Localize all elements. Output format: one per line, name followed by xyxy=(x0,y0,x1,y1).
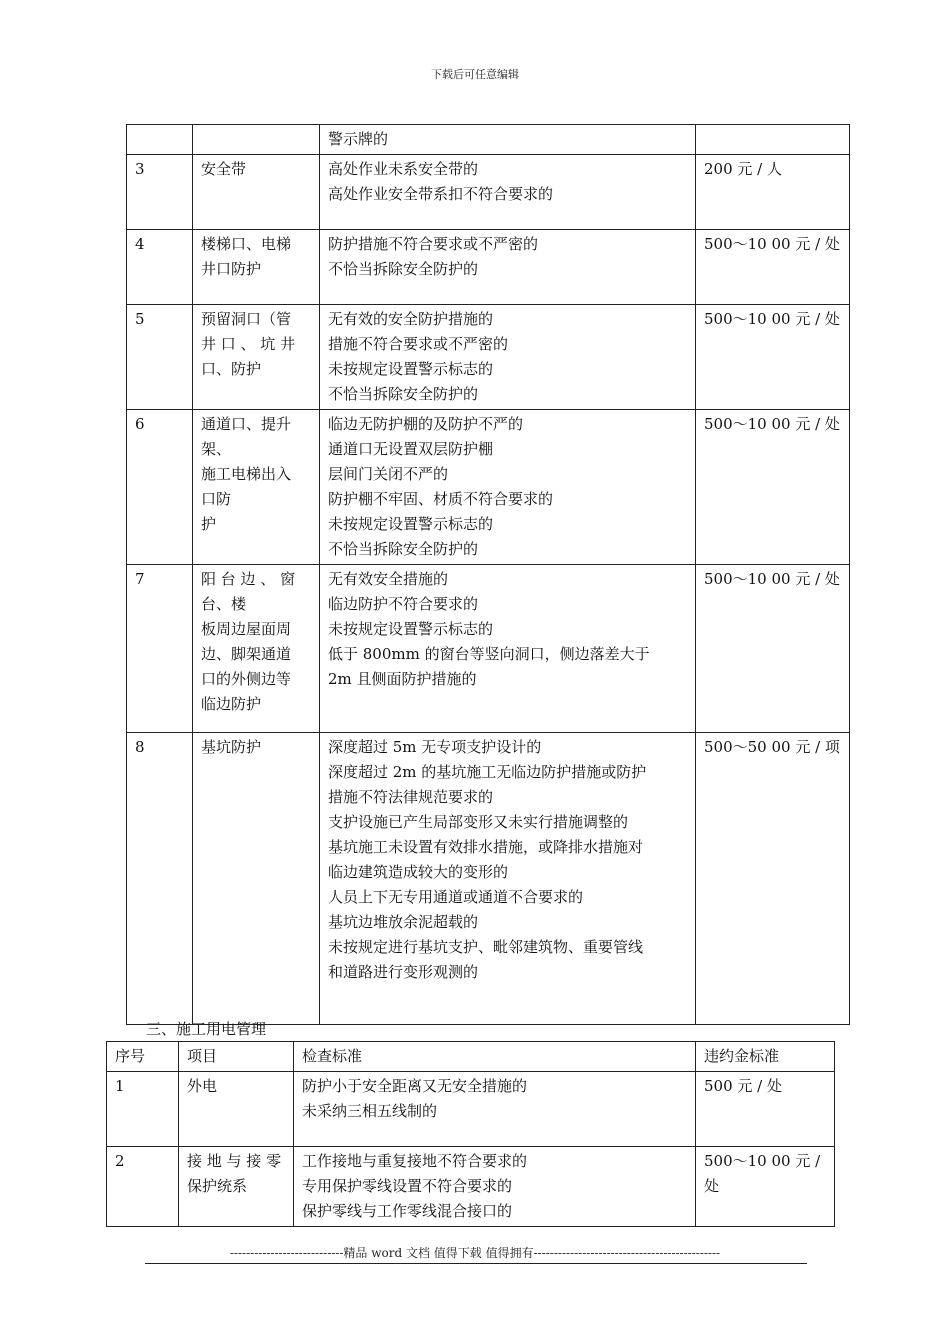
row-criteria-line: 无有效的安全防护措施的 xyxy=(328,310,494,328)
row-criteria-line: 2m 且侧面防护措施的 xyxy=(328,670,477,688)
row-criteria-line: 专用保护零线设置不符合要求的 xyxy=(302,1177,513,1195)
row-penalty: 500～50 00 元 / 项 xyxy=(696,733,850,1025)
row-item xyxy=(193,410,320,565)
row-item-line: 井口防护 xyxy=(201,260,262,278)
row-criteria-line: 保护零线与工作零线混合接口的 xyxy=(302,1202,513,1220)
footer-divider xyxy=(145,1263,807,1264)
row-item xyxy=(179,1147,294,1227)
table-row xyxy=(107,1072,835,1147)
row-penalty-line: 500～10 00 元 / xyxy=(704,1152,821,1170)
row-criteria-line: 未按规定设置警示标志的 xyxy=(328,515,494,533)
row-criteria-line: 未采纳三相五线制的 xyxy=(302,1102,438,1120)
row-number: 4 xyxy=(127,230,193,305)
row-item xyxy=(193,565,320,733)
row-criteria-line: 和道路进行变形观测的 xyxy=(328,963,479,981)
table-row xyxy=(107,1147,835,1227)
row-penalty xyxy=(696,1147,835,1227)
row-criteria-line: 防护措施不符合要求或不严密的 xyxy=(328,235,539,253)
section-title-electric: 三、施工用电管理 xyxy=(146,1020,267,1038)
row-criteria xyxy=(320,733,696,1025)
header-note: 下载后可任意编辑 xyxy=(431,68,519,81)
row-item-line: 井 口 、 坑 井 xyxy=(201,335,296,353)
row-item xyxy=(193,125,320,155)
row-item-line: 施工电梯出入 xyxy=(201,465,292,483)
table-row xyxy=(127,125,850,155)
table-row xyxy=(127,230,850,305)
row-item xyxy=(193,155,320,230)
row-item-line: 边、脚架通道 xyxy=(201,645,292,663)
row-criteria-line: 深度超过 5m 无专项支护设计的 xyxy=(328,738,542,756)
header-penalty: 违约金标准 xyxy=(696,1042,835,1072)
row-criteria-line: 不恰当拆除安全防护的 xyxy=(328,260,479,278)
row-criteria-line: 措施不符合要求或不严密的 xyxy=(328,335,509,353)
row-item-line: 基坑防护 xyxy=(201,738,262,756)
row-number xyxy=(127,125,193,155)
row-criteria xyxy=(294,1147,696,1227)
row-criteria-line: 基坑边堆放余泥超载的 xyxy=(328,913,479,931)
row-criteria-line: 人员上下无专用通道或通道不合要求的 xyxy=(328,888,584,906)
row-criteria-line: 不恰当拆除安全防护的 xyxy=(328,385,479,403)
row-item-line: 外电 xyxy=(187,1077,218,1095)
row-item-line: 台、楼 xyxy=(201,595,247,613)
row-item-line: 保护统系 xyxy=(187,1177,248,1195)
row-criteria-line: 支护设施已产生局部变形又未实行措施调整的 xyxy=(328,813,629,831)
table-row xyxy=(127,305,850,410)
row-criteria-line: 工作接地与重复接地不符合要求的 xyxy=(302,1152,528,1170)
row-penalty: 200 元 / 人 xyxy=(696,155,850,230)
row-criteria xyxy=(320,125,696,155)
row-item-line: 口、防护 xyxy=(201,360,262,378)
row-item xyxy=(193,230,320,305)
violation-table-safety xyxy=(126,124,850,1025)
row-criteria xyxy=(320,410,696,565)
row-criteria-line: 不恰当拆除安全防护的 xyxy=(328,540,479,558)
row-item-line: 口防 xyxy=(201,490,232,508)
row-penalty: 500～10 00 元 / 处 xyxy=(696,410,850,565)
row-criteria-line: 高处作业未系安全带的 xyxy=(328,160,479,178)
header-criteria: 检查标准 xyxy=(294,1042,696,1072)
row-criteria-line: 低于 800mm 的窗台等竖向洞口，侧边落差大于 xyxy=(328,645,650,663)
row-number: 3 xyxy=(127,155,193,230)
table-row xyxy=(127,155,850,230)
row-penalty: 500～10 00 元 / 处 xyxy=(696,565,850,733)
row-item-line: 接 地 与 接 零 xyxy=(187,1152,282,1170)
row-criteria-line: 层间门关闭不严的 xyxy=(328,465,449,483)
row-item xyxy=(193,305,320,410)
row-criteria-line: 未按规定进行基坑支护、毗邻建筑物、重要管线 xyxy=(328,938,644,956)
row-criteria-line: 深度超过 2m 的基坑施工无临边防护措施或防护 xyxy=(328,763,647,781)
row-item-line: 通道口、提升 xyxy=(201,415,292,433)
violation-table-electric xyxy=(106,1041,835,1227)
row-criteria-line: 临边建筑造成较大的变形的 xyxy=(328,863,509,881)
row-item xyxy=(193,733,320,1025)
row-penalty: 500～10 00 元 / 处 xyxy=(696,305,850,410)
row-criteria-line: 未按规定设置警示标志的 xyxy=(328,620,494,638)
table-row xyxy=(127,565,850,733)
table-header-row xyxy=(107,1042,835,1072)
row-penalty-line: 500 元 / 处 xyxy=(704,1077,782,1095)
row-item-line: 预留洞口（管 xyxy=(201,310,292,328)
row-criteria xyxy=(320,565,696,733)
row-number: 8 xyxy=(127,733,193,1025)
row-item-line: 板周边屋面周 xyxy=(201,620,292,638)
row-item-line: 安全带 xyxy=(201,160,247,178)
row-item-line: 口的外侧边等 xyxy=(201,670,292,688)
row-item-line: 楼梯口、电梯 xyxy=(201,235,292,253)
table-row xyxy=(127,410,850,565)
row-number: 5 xyxy=(127,305,193,410)
row-criteria-line: 临边防护不符合要求的 xyxy=(328,595,479,613)
row-item-line: 临边防护 xyxy=(201,695,262,713)
row-criteria-line: 高处作业安全带系扣不符合要求的 xyxy=(328,185,554,203)
row-criteria-line: 措施不符法律规范要求的 xyxy=(328,788,494,806)
row-penalty: 500～10 00 元 / 处 xyxy=(696,230,850,305)
row-item-line: 架、 xyxy=(201,440,232,458)
header-no: 序号 xyxy=(107,1042,179,1072)
row-criteria xyxy=(320,155,696,230)
row-criteria-line: 临边无防护棚的及防护不严的 xyxy=(328,415,524,433)
row-criteria-line: 通道口无设置双层防护棚 xyxy=(328,440,494,458)
row-criteria-line: 基坑施工未设置有效排水措施，或降排水措施对 xyxy=(328,838,644,856)
header-item: 项目 xyxy=(179,1042,294,1072)
row-penalty xyxy=(696,1072,835,1147)
row-criteria-line: 防护小于安全距离又无安全措施的 xyxy=(302,1077,528,1095)
row-number: 2 xyxy=(107,1147,179,1227)
row-item-line: 护 xyxy=(201,515,217,533)
table-row xyxy=(127,733,850,1025)
row-criteria-line: 防护棚不牢固、材质不符合要求的 xyxy=(328,490,554,508)
row-item-line: 阳 台 边 、 窗 xyxy=(201,570,296,588)
footer-note: ----------------------------精品 word 文档 值得下载 值得拥有---------------------------------------------- xyxy=(229,1246,721,1260)
row-criteria xyxy=(320,305,696,410)
row-penalty-line: 处 xyxy=(704,1177,720,1195)
row-penalty xyxy=(696,125,850,155)
row-criteria-line: 无有效安全措施的 xyxy=(328,570,449,588)
row-item xyxy=(179,1072,294,1147)
row-criteria xyxy=(294,1072,696,1147)
row-number: 1 xyxy=(107,1072,179,1147)
row-criteria xyxy=(320,230,696,305)
row-criteria-line: 未按规定设置警示标志的 xyxy=(328,360,494,378)
row-number: 7 xyxy=(127,565,193,733)
row-number: 6 xyxy=(127,410,193,565)
row-criteria-line: 警示牌的 xyxy=(328,130,389,148)
